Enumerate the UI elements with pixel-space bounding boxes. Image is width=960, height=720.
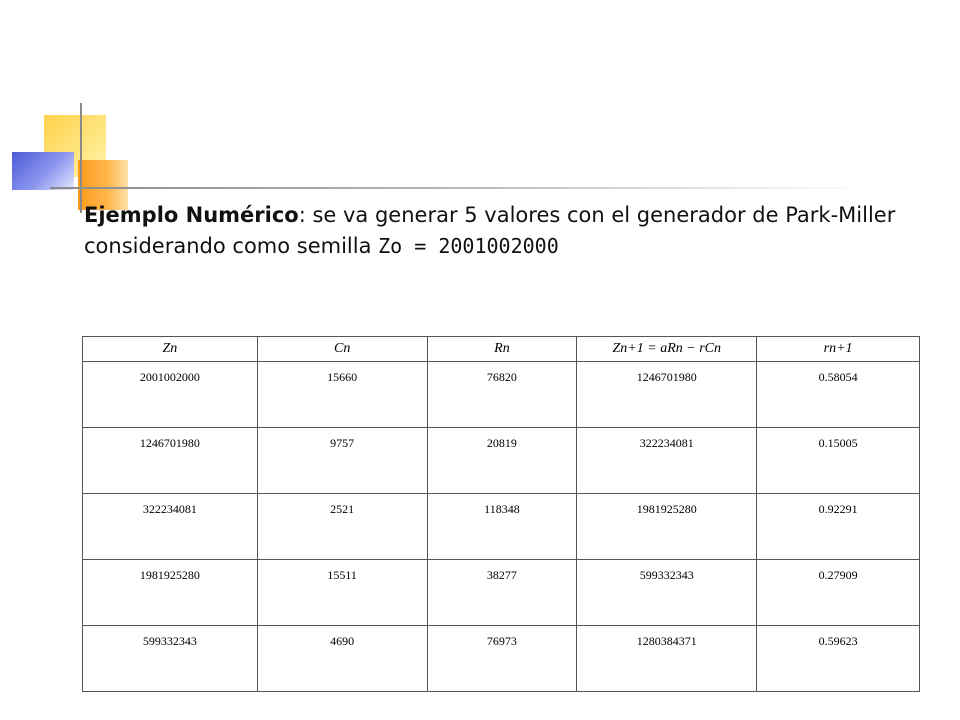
cell-r-next: 0.92291 <box>757 494 920 560</box>
heading-bold-label: Ejemplo Numérico <box>84 203 299 227</box>
cell-zn-next: 599332343 <box>577 560 757 626</box>
header-rn: Rn <box>427 337 577 362</box>
table-row <box>83 494 920 560</box>
cell-zn: 599332343 <box>83 626 258 692</box>
heading-text: : se va generar 5 valores con el generador de Park-Miller considerando como semilla <box>84 203 896 258</box>
cell-rn: 20819 <box>427 428 577 494</box>
table-row <box>83 626 920 692</box>
park-miller-table <box>82 336 920 692</box>
header-zn: Zn <box>83 337 258 362</box>
table-row <box>83 428 920 494</box>
cell-zn: 1981925280 <box>83 560 258 626</box>
cell-zn-next: 1246701980 <box>577 362 757 428</box>
header-r-next: rn+1 <box>757 337 920 362</box>
heading-seed: Zo = 2001002000 <box>378 234 559 258</box>
decorative-vertical-line <box>80 103 82 213</box>
cell-zn: 1246701980 <box>83 428 258 494</box>
cell-zn-next: 1280384371 <box>577 626 757 692</box>
cell-cn: 2521 <box>257 494 427 560</box>
cell-r-next: 0.59623 <box>757 626 920 692</box>
slide-heading <box>84 200 924 262</box>
table-row <box>83 560 920 626</box>
cell-rn: 76820 <box>427 362 577 428</box>
decorative-horizontal-line <box>50 187 870 189</box>
cell-cn: 15511 <box>257 560 427 626</box>
cell-r-next: 0.15005 <box>757 428 920 494</box>
table-header-row <box>83 337 920 362</box>
header-zn-next-formula: Zn+1 = aRn − rCn <box>577 337 757 362</box>
cell-cn: 9757 <box>257 428 427 494</box>
cell-rn: 76973 <box>427 626 577 692</box>
cell-r-next: 0.58054 <box>757 362 920 428</box>
table-row <box>83 362 920 428</box>
cell-zn: 322234081 <box>83 494 258 560</box>
cell-rn: 118348 <box>427 494 577 560</box>
cell-rn: 38277 <box>427 560 577 626</box>
header-cn: Cn <box>257 337 427 362</box>
cell-cn: 15660 <box>257 362 427 428</box>
cell-zn: 2001002000 <box>83 362 258 428</box>
decorative-blue-square <box>12 152 74 190</box>
cell-zn-next: 322234081 <box>577 428 757 494</box>
cell-cn: 4690 <box>257 626 427 692</box>
cell-r-next: 0.27909 <box>757 560 920 626</box>
cell-zn-next: 1981925280 <box>577 494 757 560</box>
